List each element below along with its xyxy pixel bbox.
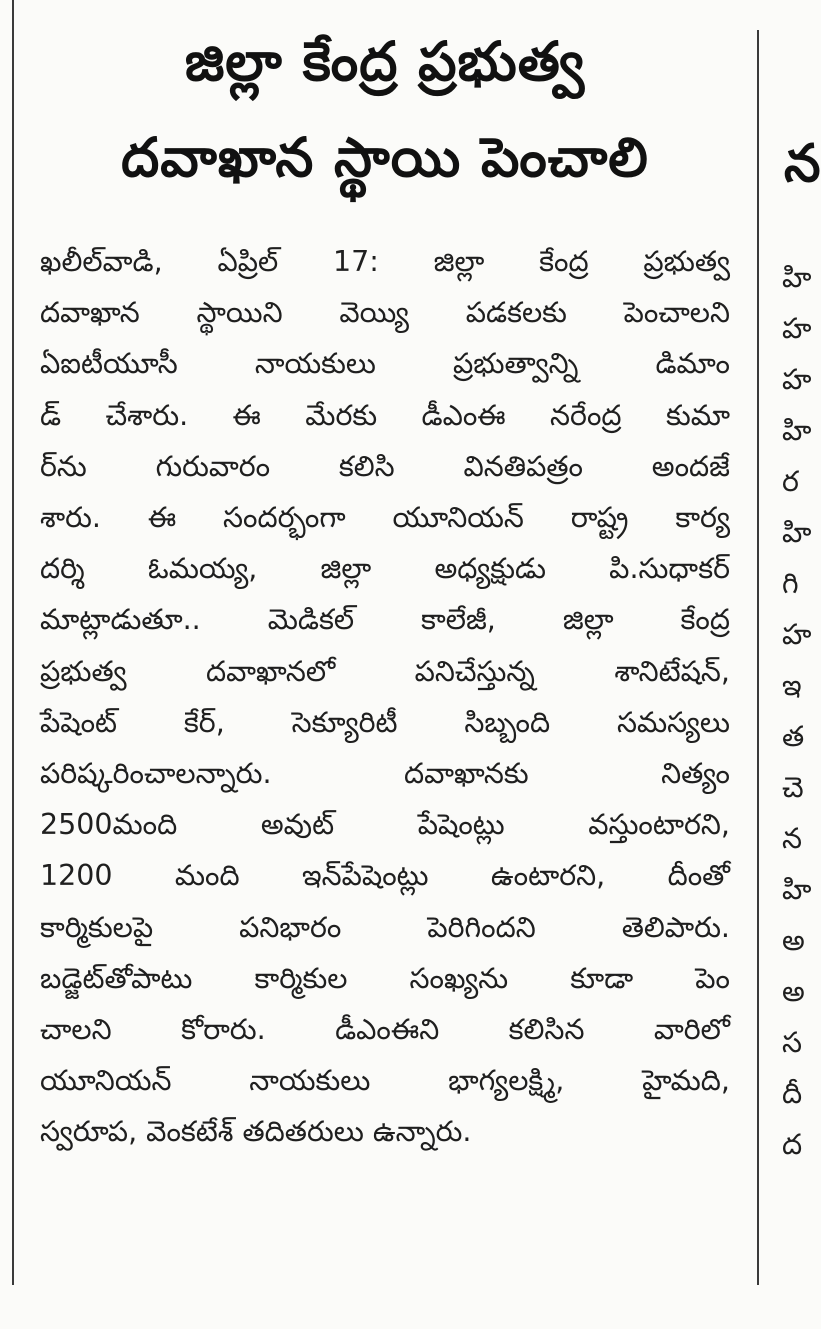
body-line: యూనియన్ నాయకులు భాగ్యలక్ష్మి, హైమది, [40, 1064, 730, 1098]
adjacent-line-fragment: అ [782, 924, 805, 957]
body-line: కార్మికులపై పనిభారం పెరిగిందని తెలిపారు. [40, 910, 730, 944]
headline-line-2: దవాఖాన స్థాయి పెంచాలి [121, 126, 649, 189]
news-article [40, 14, 730, 1158]
adjacent-line-fragment: ఇ [782, 669, 802, 702]
adjacent-line-fragment: ర [782, 465, 799, 498]
body-line: మాట్లాడుతూ.. మెడికల్ కాలేజీ, జిల్లా కేంద్ర [40, 603, 730, 637]
adjacent-line-fragment: హ [782, 312, 812, 345]
adjacent-line-fragment: చె [782, 771, 804, 804]
adjacent-article-cropped [776, 0, 821, 1285]
body-line: పరిష్కరించాలన్నారు. దవాఖానకు నిత్యం [40, 757, 730, 791]
adjacent-line-fragment: హి [782, 414, 812, 447]
body-line: దర్శి ఓమయ్య, జిల్లా అధ్యక్షుడు పి.సుధాకర్ [40, 552, 730, 586]
body-line: ప్రభుత్వ దవాఖానలో పనిచేస్తున్న శానిటేషన్, [40, 654, 730, 688]
article-headline [40, 14, 730, 206]
adjacent-line-fragment: న [782, 822, 803, 855]
adjacent-line-fragment: అ [782, 975, 805, 1008]
left-column-rule [12, 0, 14, 1285]
adjacent-line-fragment: ద [782, 1128, 803, 1161]
body-line: శారు. ఈ సందర్భంగా యూనియన్ రాష్ట్ర కార్య [40, 501, 730, 535]
adjacent-line-fragment: హ [782, 618, 812, 651]
body-line: డ్ చేశారు. ఈ మేరకు డీఎంఈ నరేంద్ర కుమా [40, 398, 730, 432]
body-line: 2500మంది అవుట్ పేషెంట్లు వస్తుంటారని, [40, 808, 730, 842]
article-body [40, 236, 730, 1158]
body-line: స్వరూప, వెంకటేశ్ తదితరులు ఉన్నారు. [40, 1115, 472, 1149]
adjacent-line-fragment: దీ [782, 1077, 803, 1110]
adjacent-line-fragment: త [782, 720, 805, 753]
body-line: చాలని కోరారు. డీఎంఈని కలిసిన వారిలో [40, 1013, 730, 1047]
body-line: దవాఖాన స్థాయిని వెయ్యి పడకలకు పెంచాలని [40, 296, 730, 330]
right-column-rule [757, 30, 759, 1285]
body-line: పేషెంట్ కేర్, సెక్యూరిటీ సిబ్బంది సమస్యలు [40, 705, 730, 739]
body-line: ఖలీల్‌వాడి, ఏప్రిల్ 17: జిల్లా కేంద్ర ప్రభుత్వ [40, 245, 730, 278]
body-line: ర్‌ను గురువారం కలిసి వినతిపత్రం అందజే [40, 449, 730, 483]
adjacent-line-fragment: హి [782, 873, 812, 906]
adjacent-line-fragment: స [782, 1026, 803, 1059]
body-line: ఏఐటీయూసీ నాయకులు ప్రభుత్వాన్ని డిమాం [40, 347, 730, 381]
body-line: 1200 మంది ఇన్‌పేషెంట్లు ఉంటారని, దీంతో [40, 859, 730, 893]
adjacent-line-fragment: గి [782, 567, 799, 600]
adjacent-line-fragment: హి [782, 261, 812, 294]
adjacent-headline-fragment: న [784, 134, 821, 194]
body-line: బడ్జెట్‌తోపాటు కార్మికుల సంఖ్యను కూడా పెం [40, 961, 730, 995]
adjacent-line-fragment: హ [782, 363, 812, 396]
headline-line-1: జిల్లా కేంద్ర ప్రభుత్వ [184, 30, 586, 93]
adjacent-line-fragment: హి [782, 516, 812, 549]
